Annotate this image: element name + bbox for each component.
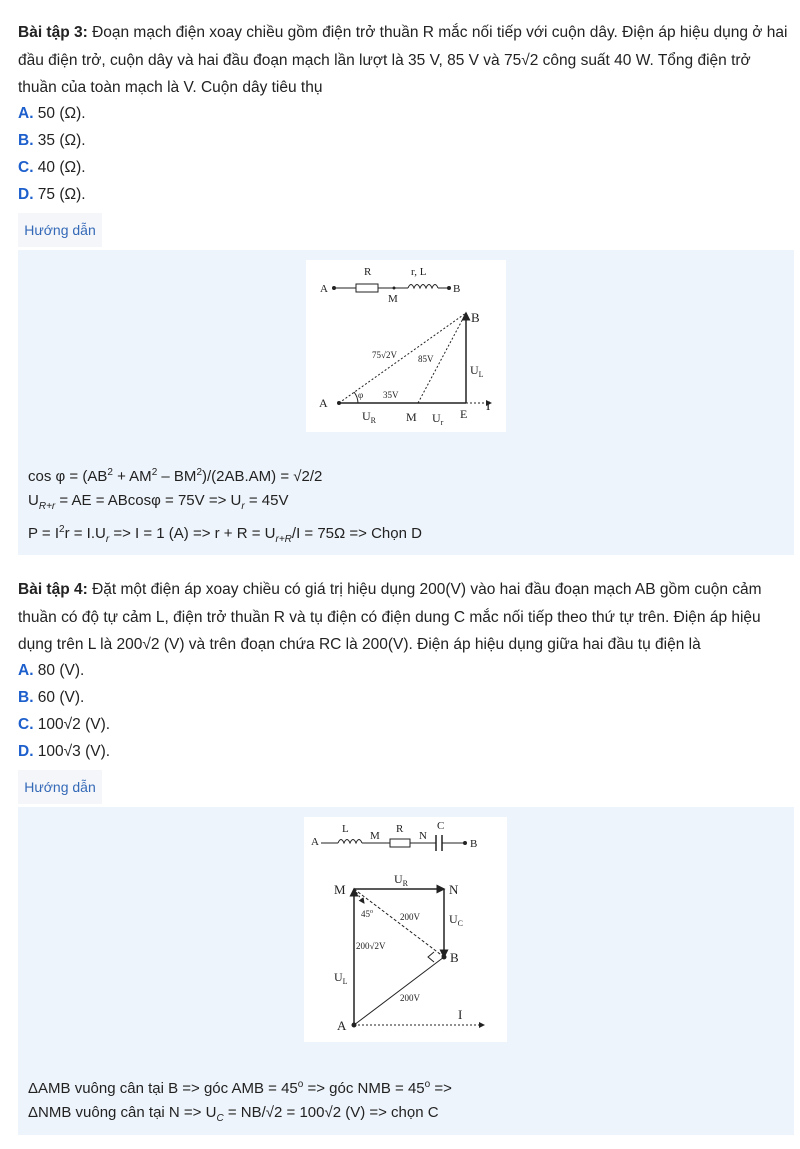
coil-symbol (408, 285, 438, 289)
circuit-node-a: A (320, 283, 328, 295)
exercise-3-option-a: A. 50 (Ω). (18, 105, 86, 122)
phasor-node-n: N (449, 882, 459, 897)
label-75sqrt2v: 75√2V (372, 350, 397, 360)
label-c: C (437, 820, 445, 832)
vector-i-label: I (486, 398, 491, 413)
exercise-3-solution-line-1: $\cos \varphi = (AB^2 + AM^2 - BM^2)/(2AB.AM) = √2/2$ (28, 467, 323, 485)
circuit-node-m: M (370, 830, 380, 842)
label-200sqrt2v: 200√2V (356, 941, 386, 951)
phasor-node-m: M (334, 882, 346, 897)
vector-ul-label: $U_L$ (334, 970, 348, 986)
exercise-4-solution-line-1: ΔAMB vuông cân tại B => góc AMB = $45^o$ => góc NMB = $45^o$ => (28, 1079, 452, 1097)
resistor-r-symbol (390, 839, 410, 847)
phasor-node-b: B (471, 310, 480, 325)
phasor-node-b: B (450, 950, 459, 965)
exercise-3-solution-line-2: $U_{R+r}$ = AE = $ABcos\varphi = 75V => U_r = 45V$ (28, 492, 289, 512)
exercise-4-option-c: C. 100√2 (V). (18, 716, 111, 733)
exercise-3-option-b: B. 35 (Ω). (18, 132, 86, 149)
exercise-4-option-d: D. 100√3 (V). (18, 743, 111, 760)
exercise-3-phasor-diagram (306, 260, 506, 432)
exercise-3-solution-line-3: $P = I^2r = I.U_r => I = 1$ $(A) => r + R = U_{r+R}/I = 75\Omega$ => Chọn D (28, 524, 422, 545)
exercise-3-text: Đoạn mạch điện xoay chiều gồm điện trở thuần R mắc nối tiếp với cuộn dây. Điện áp hiệu dụng ở hai đầu điện trở, cuộn dây và hai đầu đoạn mạch lần lượt là 35 V, 85 V và 75√2 công suất 40 W. Tổng điện trở thuần của toàn mạch là V. Cuộn dây tiêu thụ (18, 24, 788, 96)
label-l: L (342, 823, 349, 835)
exercise-4-label: Bài tập 4: (18, 581, 88, 598)
exercise-4-guide-button[interactable]: Hướng dẫn (18, 770, 102, 804)
circuit-node-m: M (388, 293, 398, 305)
angle-phi: φ (358, 390, 364, 400)
label-r: R (364, 266, 372, 278)
exercise-4-text: Đặt một điện áp xoay chiều có giá trị hiệu dụng 200(V) vào hai đầu đoạn mạch AB gồm cuộn cảm thuần có độ tự cảm L, điện trở thuần R và tụ điện có điện dung C mắc nối tiếp theo thứ tự trên. Điện áp hiệu dụng trên L là 200√2 (V) và trên đoạn chứa RC là 200(V). Điện áp hiệu dụng giữa hai đầu tụ điện là (18, 581, 762, 653)
exercise-4-phasor-diagram (304, 817, 507, 1042)
label-r: R (396, 823, 404, 835)
exercise-4-solution-line-2: ΔNMB vuông cân tại $N => U_C = NB/√2 = 100√2$ (V) => chọn C (28, 1104, 439, 1124)
circuit-node-b: B (470, 838, 478, 850)
vector-ur-small-label: $U_r$ (432, 411, 444, 427)
vector-uc-label: $U_C$ (449, 912, 464, 928)
exercise-3-option-c: C. 40 (Ω). (18, 159, 86, 176)
exercise-3-guide-button[interactable]: Hướng dẫn (18, 213, 102, 247)
label-r-l: r, L (411, 266, 427, 278)
vector-ur-label: $U_R$ (394, 872, 409, 888)
phasor-ab (354, 957, 444, 1025)
phasor-node-a: A (319, 396, 328, 410)
exercise-4-question (18, 576, 788, 659)
vector-ur-label: $U_R$ (362, 409, 377, 425)
phasor-node-a: A (337, 1018, 347, 1033)
exercise-3-label: Bài tập 3: (18, 24, 88, 41)
vector-ul-label: $U_L$ (470, 363, 484, 379)
circuit-node-n: N (419, 830, 427, 842)
label-35v: 35V (383, 390, 399, 400)
exercise-4-option-b: B. 60 (V). (18, 689, 85, 706)
vector-i-label: I (458, 1007, 463, 1022)
resistor-r-symbol (356, 284, 378, 292)
exercise-3-question (18, 19, 788, 102)
label-200v-ab: 200V (400, 993, 420, 1003)
phasor-node-m: M (406, 410, 417, 424)
label-85v: 85V (418, 354, 434, 364)
circuit-node-a: A (311, 836, 319, 848)
coil-symbol (338, 840, 362, 844)
phasor-node-e: E (460, 407, 468, 421)
exercise-3-option-d: D. 75 (Ω). (18, 186, 86, 203)
circuit-node-b: B (453, 283, 461, 295)
label-200v-mb: 200V (400, 912, 420, 922)
exercise-4-option-a: A. 80 (V). (18, 662, 85, 679)
angle-45: 45$^o$ (361, 909, 373, 919)
